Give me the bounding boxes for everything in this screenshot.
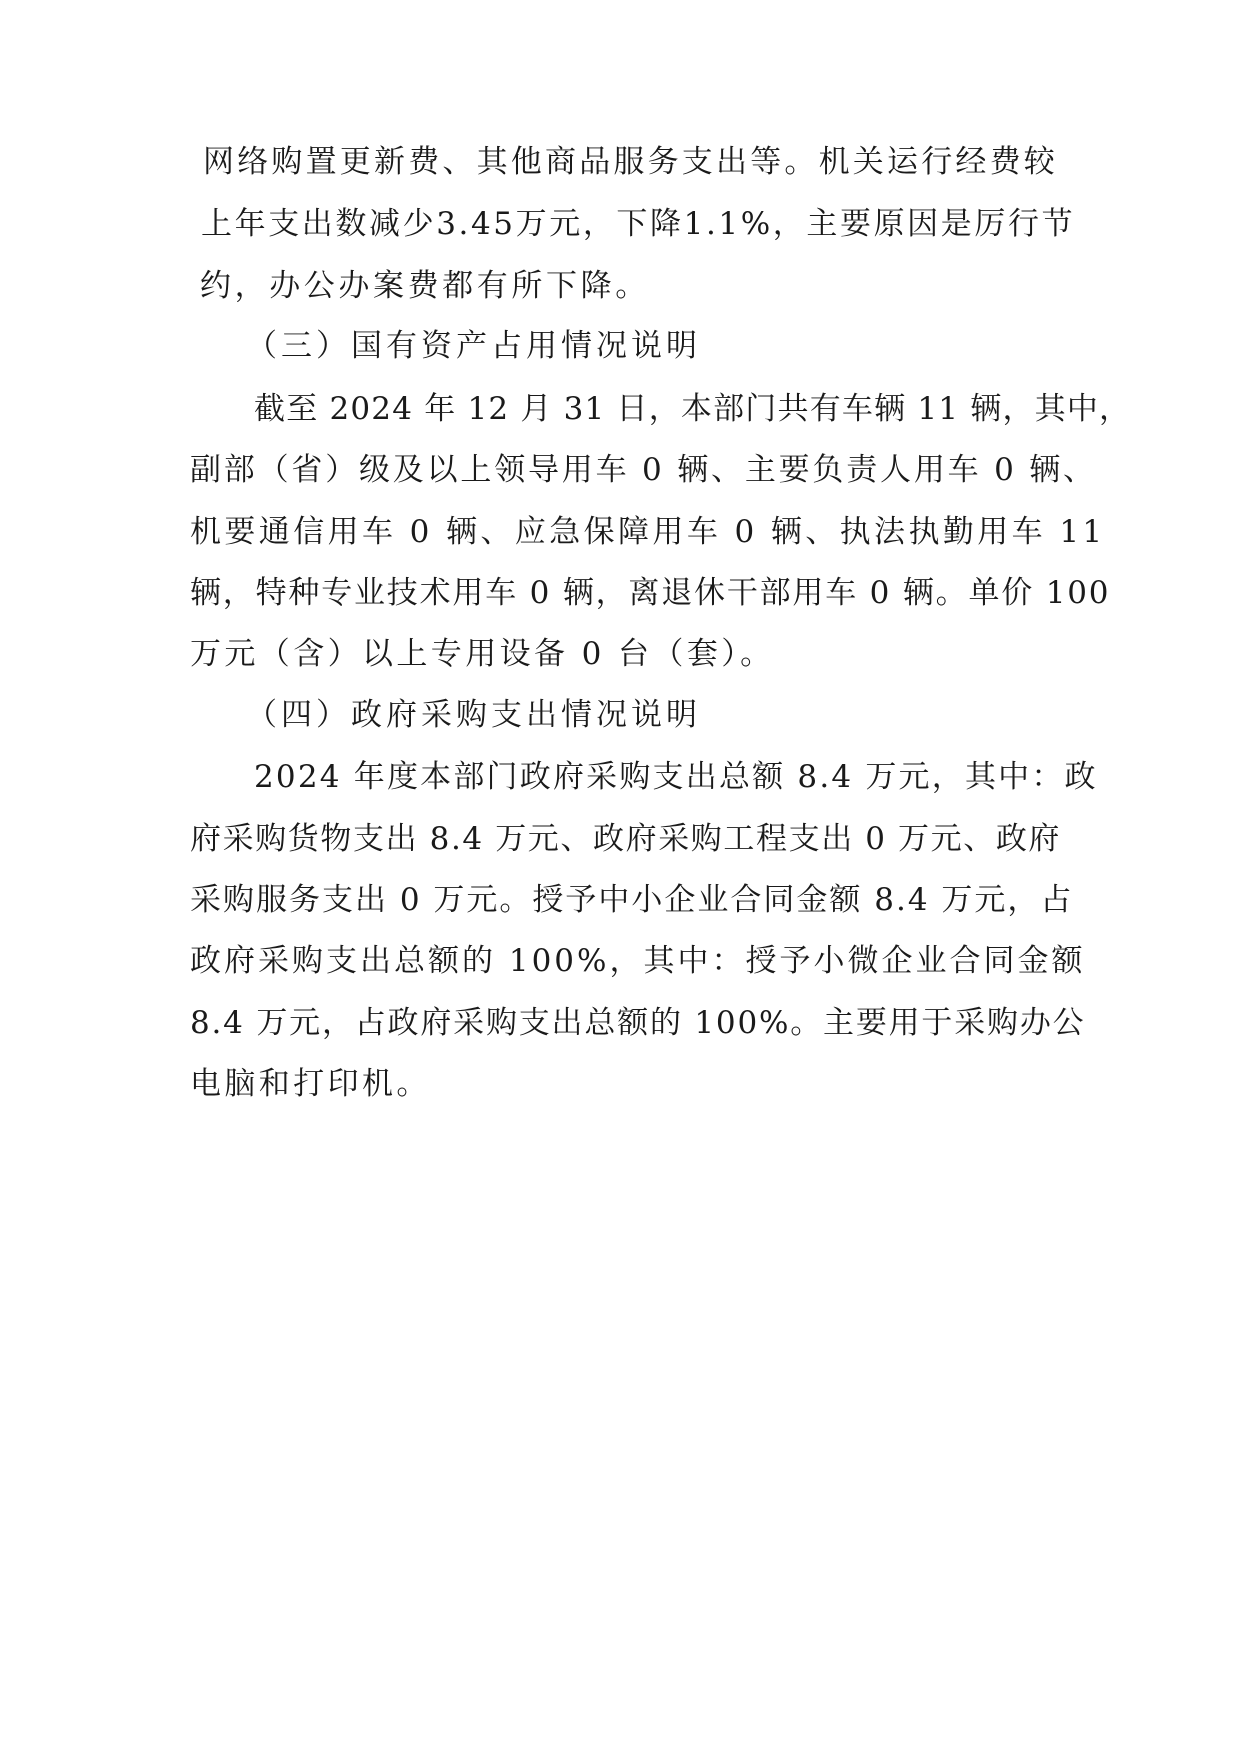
section-heading: （四）政府采购支出情况说明	[246, 697, 701, 733]
section-heading: （三）国有资产占用情况说明	[246, 328, 701, 364]
body-text-line: 副部（省）级及以上领导用车 0 辆、主要负责人用车 0 辆、	[190, 452, 1097, 488]
body-text-line: 采购服务支出 0 万元。授予中小企业合同金额 8.4 万元，占	[190, 882, 1074, 918]
body-text-line: 万元（含）以上专用设备 0 台（套）。	[190, 636, 775, 672]
body-text-line: 约，办公办案费都有所下降。	[200, 268, 650, 304]
body-text-line: 网络购置更新费、其他商品服务支出等。机关运行经费较	[203, 144, 1058, 180]
body-text-line: 辆，特种专业技术用车 0 辆，离退休干部用车 0 辆。单价 100	[190, 575, 1111, 611]
body-text-line: 政府采购支出总额的 100%，其中：授予小微企业合同金额	[190, 943, 1086, 979]
body-text-line: 截至 2024 年 12 月 31 日，本部门共有车辆 11 辆，其中，	[254, 391, 1132, 427]
body-text-line: 8.4 万元，占政府采购支出总额的 100%。主要用于采购办公	[190, 1005, 1086, 1041]
body-text-line: 2024 年度本部门政府采购支出总额 8.4 万元，其中：政	[254, 759, 1098, 795]
body-text-line: 府采购货物支出 8.4 万元、政府采购工程支出 0 万元、政府	[190, 821, 1062, 857]
body-text-line: 机要通信用车 0 辆、应急保障用车 0 辆、执法执勤用车 11	[190, 514, 1106, 550]
body-text-line: 上年支出数减少3.45万元，下降1.1%，主要原因是厉行节	[201, 206, 1076, 242]
body-text-line: 电脑和打印机。	[190, 1066, 431, 1102]
